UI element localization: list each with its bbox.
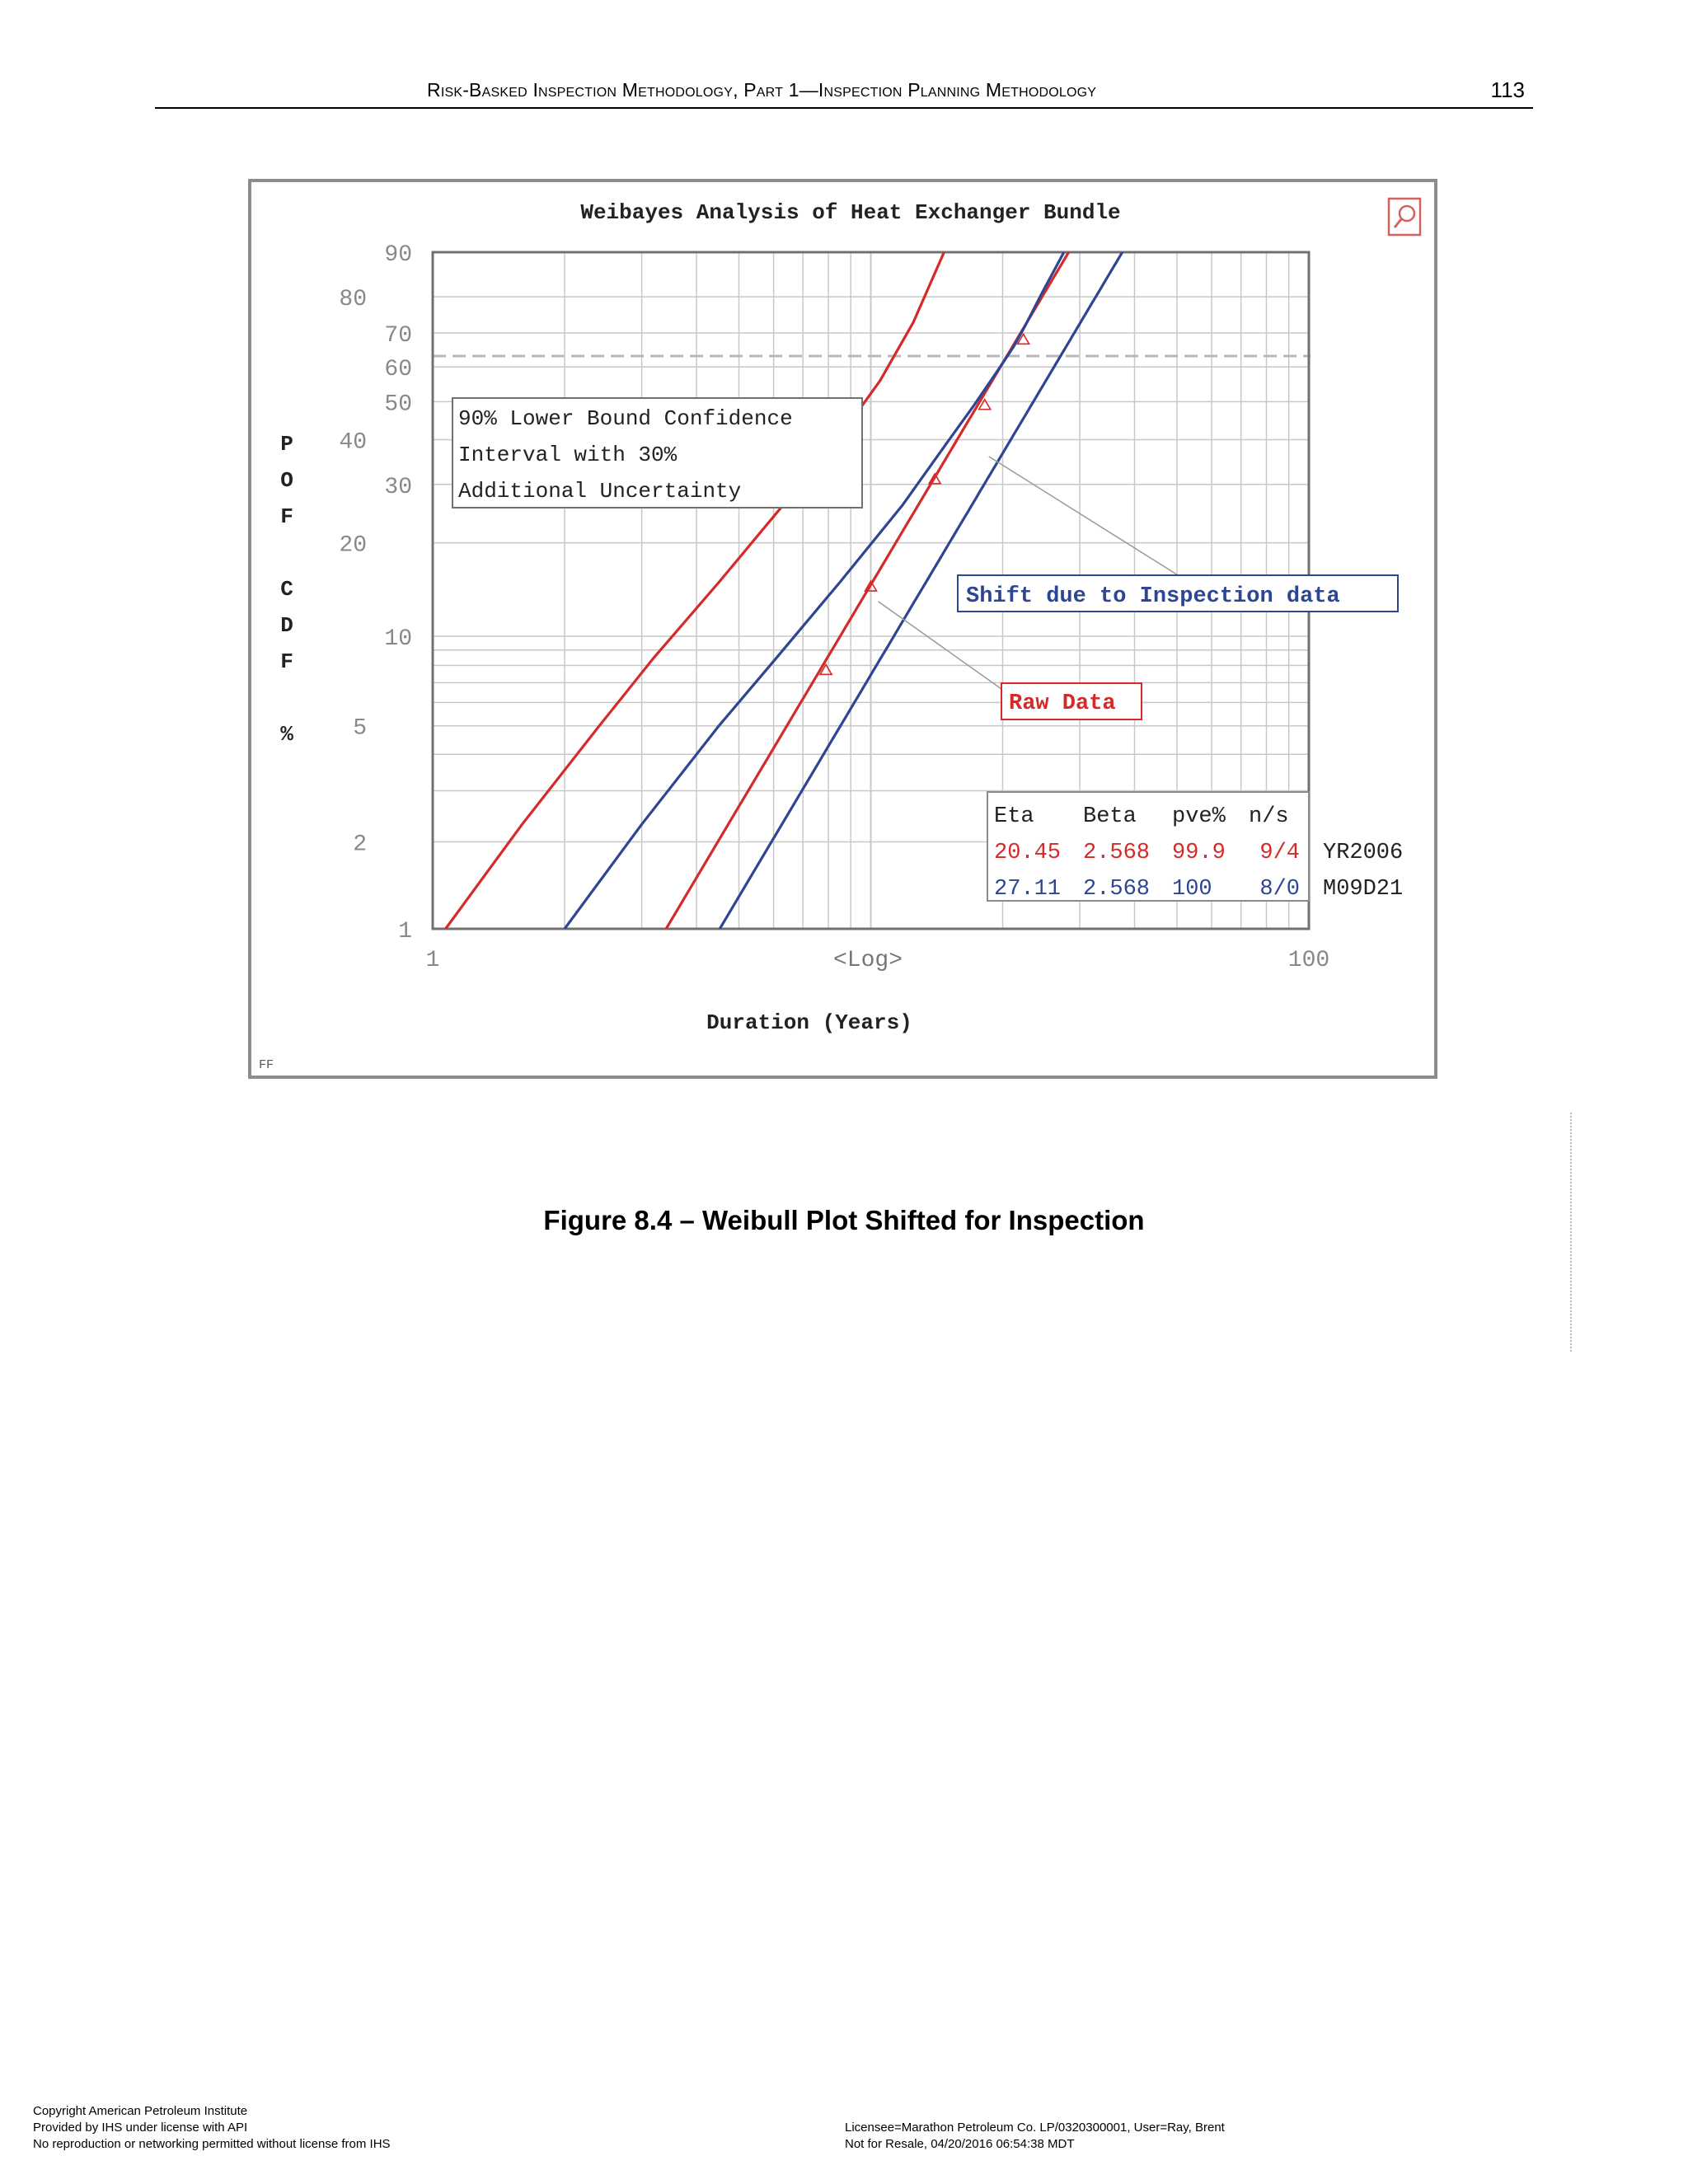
raw-data-label-text: Raw Data — [1009, 691, 1116, 716]
y-axis-label-letter: D — [280, 613, 293, 638]
y-tick-label: 10 — [384, 626, 412, 652]
header-title-part: , P — [733, 79, 757, 101]
legend-header-cell: pve% — [1172, 804, 1226, 829]
header-title-part: nspection — [538, 79, 617, 101]
confidence-box-line: Additional Uncertainty — [458, 479, 742, 504]
y-tick-label: 2 — [353, 832, 367, 858]
legend-side-label: YR2006 — [1323, 841, 1404, 865]
header-title-part: isk — [440, 79, 463, 101]
running-header-title — [427, 79, 1096, 101]
legend-header-cell: n/s — [1249, 804, 1289, 829]
y-axis-label — [280, 432, 293, 747]
footer-license — [845, 2120, 1225, 2153]
header-title-part: ethodology — [1001, 79, 1097, 101]
raw-leader-line — [879, 602, 1001, 689]
footer-line: Licensee=Marathon Petroleum Co. LP/0320300001, User=Ray, Brent — [845, 2121, 1225, 2135]
y-axis-label-letter: P — [280, 432, 293, 457]
header-title-part: R — [427, 79, 441, 101]
running-header — [155, 79, 1533, 109]
header-title-part: M — [980, 79, 1002, 101]
chart-title: Weibayes Analysis of Heat Exchanger Bundle — [580, 200, 1121, 225]
shift-label-box — [958, 575, 1398, 612]
confidence-box-line: Interval with 30% — [458, 443, 678, 467]
shift-label-text: Shift due to Inspection data — [966, 584, 1340, 609]
margin-mark — [1570, 1113, 1573, 1352]
header-title-part: asked — [481, 79, 528, 101]
raw-data-label-box — [1001, 683, 1142, 719]
y-tick-label: 80 — [339, 287, 367, 313]
y-axis-label-letter: F — [280, 504, 293, 529]
y-tick-label: 1 — [398, 919, 412, 944]
x-scale-label: <Log> — [832, 948, 903, 973]
zoom-icon[interactable] — [1389, 199, 1420, 235]
header-title-part: 1—I — [783, 79, 824, 101]
legend-value-cell: 8/0 — [1259, 877, 1300, 902]
corner-mark: FF — [259, 1058, 274, 1072]
footer-line: No reproduction or networking permitted without license from IHS — [33, 2137, 391, 2151]
legend-value-cell: 20.45 — [994, 841, 1062, 865]
legend-value-cell: 9/4 — [1259, 841, 1300, 865]
x-tick-label: 100 — [1287, 948, 1330, 973]
y-tick-label: 60 — [384, 357, 412, 383]
footer-line: Copyright American Petroleum Institute — [33, 2104, 248, 2118]
figure-caption: Figure 8.4 – Weibull Plot Shifted for Inspection — [543, 1205, 1145, 1235]
header-title-part: art — [756, 79, 784, 101]
header-title-part: I — [527, 79, 539, 101]
y-tick-label: 5 — [353, 715, 367, 742]
legend-header-cell: Eta — [994, 804, 1034, 829]
legend-value-cell: 2.568 — [1083, 877, 1151, 902]
header-title-part: ethodology — [638, 79, 734, 101]
legend-value-cell: 99.9 — [1172, 841, 1226, 865]
legend-value-cell: 27.11 — [994, 877, 1062, 902]
y-tick-label: 20 — [339, 532, 367, 559]
y-tick-label: 40 — [339, 429, 367, 456]
footer-line: Provided by IHS under license with API — [33, 2121, 248, 2135]
shift-leader-line — [989, 457, 1182, 578]
header-title-part: P — [902, 79, 921, 101]
y-tick-label: 50 — [384, 391, 412, 418]
chart-annotations — [452, 398, 1398, 719]
footer-copyright — [33, 2103, 391, 2153]
y-axis-label-letter: O — [280, 468, 293, 493]
y-tick-labels — [339, 242, 412, 944]
header-title-part: nspection — [823, 79, 903, 101]
header-title-part: M — [617, 79, 639, 101]
page-number: 113 — [1490, 77, 1525, 102]
weibull-chart-frame — [248, 179, 1437, 1079]
y-axis-label-letter: F — [280, 649, 293, 674]
y-tick-label: 30 — [384, 474, 412, 500]
footer-line: Not for Resale, 04/20/2016 06:54:38 MDT — [845, 2137, 1075, 2151]
legend-value-cell: 100 — [1172, 877, 1212, 902]
legend-header-cell: Beta — [1083, 804, 1137, 829]
x-axis-title: Duration (Years) — [706, 1010, 912, 1035]
weibull-chart — [251, 182, 1434, 1076]
legend-side-label: M09D21 — [1323, 877, 1404, 902]
legend-table — [987, 792, 1403, 902]
confidence-annotation-box — [452, 398, 862, 508]
x-tick-label: 1 — [425, 948, 440, 973]
y-tick-label: 90 — [384, 242, 412, 268]
header-title-part: -B — [462, 79, 482, 101]
y-tick-label: 70 — [384, 322, 412, 349]
header-title-part: lanning — [920, 79, 981, 101]
y-axis-label-letter: % — [280, 722, 293, 747]
legend-value-cell: 2.568 — [1083, 841, 1151, 865]
confidence-box-line: 90% Lower Bound Confidence — [458, 406, 793, 431]
y-axis-label-letter: C — [280, 577, 293, 602]
